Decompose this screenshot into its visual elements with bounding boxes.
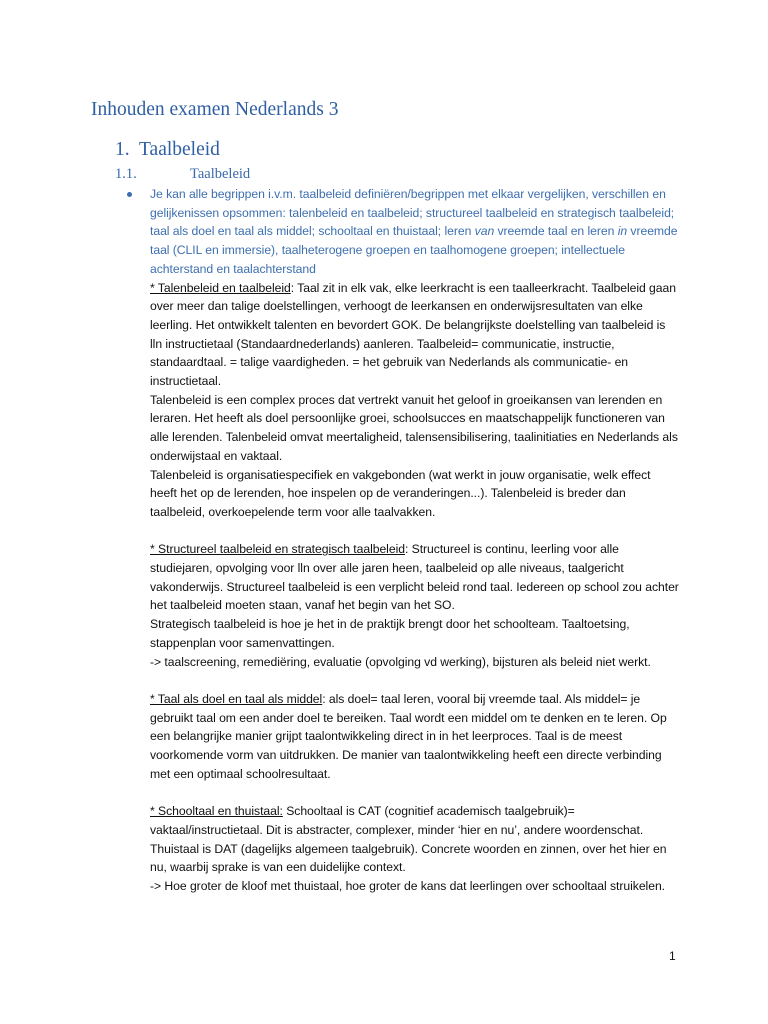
section-talenbeleid: [150, 279, 680, 391]
document-title: Inhouden examen Nederlands 3: [91, 99, 339, 120]
goal-text-2: vreemde taal en leren: [494, 224, 618, 239]
heading-2-text: Taalbeleid: [190, 166, 251, 182]
goal-text-1: Je kan alle begrippen i.v.m. taalbeleid definiëren/begrippen met elkaar vergelijken, verschillen en gelijkenissen opsommen: talenbeleid en taalbeleid; structureel taalbeleid en strategisch taalbeleid; taal als doel en taal als middel; schooltaal en thuistaal; leren: [150, 187, 675, 239]
goal-text-3: vreemde taal (CLIL en immersie), taalheterogene groepen en taalhomogene groepen; intellectuele achterstand en taalachterstand: [150, 224, 678, 276]
paragraph: : als doel= taal leren, vooral bij vreemde taal. Als middel= je gebruikt taal om een ander doel te bereiken. Taal wordt een middel om te denken en te leren. Op een belangrijke manier grijpt taalontwikkeling direct in in het leerproces. Taal is de meest voorkomende vorm van uitdrukken. De manier van taalontwikkeling heeft een directe verbinding met een optimaal schoolresultaat.: [150, 691, 667, 781]
section-topic: * Talenbeleid en taalbeleid: [150, 280, 291, 295]
document-body: [150, 185, 680, 896]
heading-1-number: 1.: [115, 139, 130, 160]
section-topic: * Schooltaal en thuistaal:: [150, 804, 283, 819]
paragraph: Talenbeleid is organisatiespecifiek en vakgebonden (wat werkt in jouw organisatie, welk effect heeft het op de lerenden, hoe inspelen op de veranderingen...). Talenbeleid is breder dan taalbeleid, overkoepelende term voor alle taalvakken.: [150, 467, 651, 519]
paragraph: -> Hoe groter de kloof met thuistaal, hoe groter de kans dat leerlingen over schooltaal struikelen.: [150, 878, 666, 893]
heading-1-text: Taalbeleid: [139, 139, 220, 160]
section-schooltaal: [150, 802, 680, 877]
paragraph: Talenbeleid is een complex proces dat vertrekt vanuit het geloof in groeikansen van lerenden en leraren. Het heeft als doel persoonlijke groei, schoolsucces en maatschappelijk functioneren van alle lerenden. Talenbeleid omvat meertaligheid, talensensibilisering, taalinitiaties en Nederlands als onderwijstaal en vaktaal.: [150, 392, 678, 463]
paragraph: : Taal zit in elk vak, elke leerkracht is een taalleerkracht. Taalbeleid gaan over meer dan talige doelstellingen, verhoogt de leerkansen en onderwijsresultaten van elke leerling. Het ontwikkelt talenten en bevordert GOK. De belangrijkste doelstelling van taalbeleid is lln instructietaal (Standaardnederlands) aanleren. Taalbeleid= communicatie, instructie, standaardtaal. = talige vaardigheden. = het gebruik van Nederlands als communicatie- en instructietaal.: [150, 280, 676, 389]
section-topic: * Taal als doel en taal als middel: [150, 691, 323, 706]
paragraph: Strategisch taalbeleid is hoe je het in de praktijk brengt door het schoolteam. Taaltoetsing, stappenplan voor samenvattingen.: [150, 617, 630, 650]
heading-1: [115, 139, 220, 161]
heading-2-number: 1.1.: [115, 166, 137, 182]
section-taal-doel-middel: [150, 690, 680, 784]
paragraph: -> taalscreening, remediëring, evaluatie (opvolging vd werking), bijsturen als beleid niet werkt.: [150, 654, 651, 669]
section-topic: * Structureel taalbeleid en strategisch taalbeleid: [150, 542, 405, 557]
paragraph: Schooltaal is CAT (cognitief academisch taalgebruik)= vaktaal/instructietaal. Dit is abstracter, complexer, minder ‘hier en nu’, andere woordenschat. Thuistaal is DAT (dagelijks algemeen taalgebruik). Concrete woorden en zinnen, over het hier en nu, waarbij sprake is van een duidelijke context.: [150, 804, 667, 875]
goal-emphasis-van: van: [474, 224, 495, 239]
goal-emphasis-in: in: [617, 224, 628, 239]
paragraph: : Structureel is continu, leerling voor alle studiejaren, opvolging voor lln over alle jaren heen, taalbeleid op alle niveaus, taalgericht vakonderwijs. Structureel taalbeleid is een verplicht beleid rond taal. Iedereen op school zou achter het taalbeleid moeten staan, vanaf het begin van het SO.: [150, 542, 679, 613]
heading-2: [115, 166, 250, 183]
section-structureel: [150, 540, 680, 615]
learning-goal: [150, 185, 680, 279]
bullet-icon: [127, 192, 132, 197]
page-number: 1: [669, 949, 676, 963]
